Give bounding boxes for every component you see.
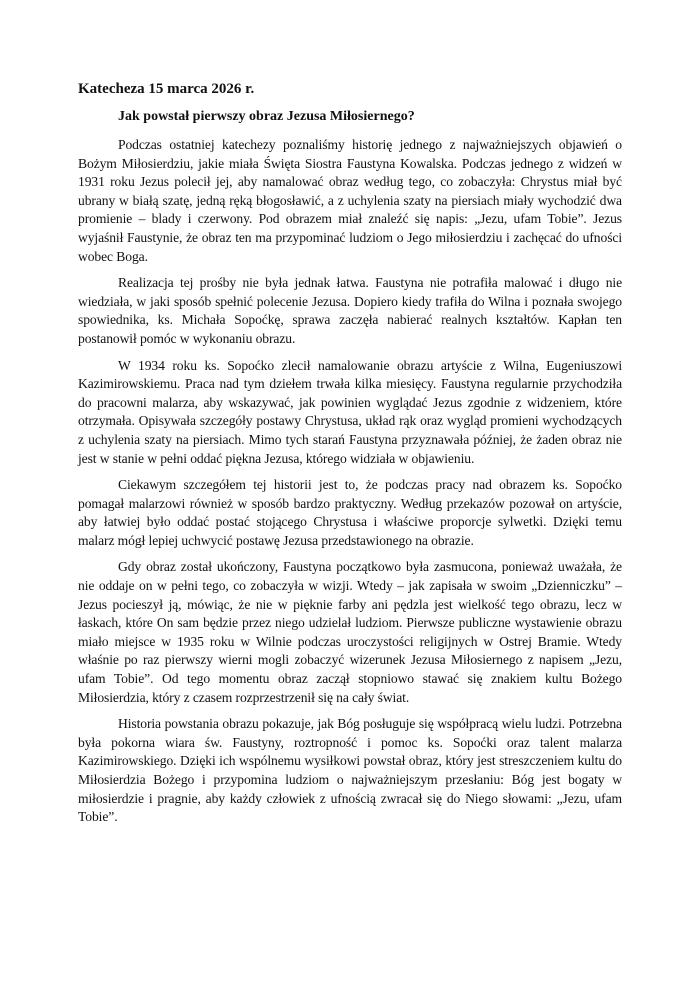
paragraph-4: Ciekawym szczegółem tej historii jest to, że podczas pracy nad obrazem ks. Sopoćko pomagał malarzowi również w sposób bardzo praktyczny. Według przekazów pozował on artyście, aby łatwiej było oddać postać stojącego Chrystusa i właściwe proporcje sylwetki. Dzięki temu malarz mógł lepiej uchwycić postawę Jezusa przedstawionego na obrazie. bbox=[78, 477, 622, 548]
paragraph-5: Gdy obraz został ukończony, Faustyna początkowo była zasmucona, ponieważ uważała, że nie oddaje on w pełni tego, co zobaczyła w wizji. Wtedy – jak zapisała w swoim „Dzienniczku” – Jezus pocieszył ją, mówiąc, że nie w pięknie farby ani pędzla jest wielkość tego obrazu, lecz w łaskach, które On sam będzie przez niego udzielał ludziom. Pierwsze publiczne wystawienie obrazu miało miejsce w 1935 roku w Wilnie podczas uroczystości religijnych w Ostrej Bramie. Wtedy właśnie po raz pierwszy wierni mogli zobaczyć wizerunek Jezusa Miłosiernego z napisem „Jezu, ufam Tobie”. Od tego momentu obraz zaczął stopniowo stawać się znakiem kultu Bożego Miłosierdzia, który z czasem rozprzestrzenił się na cały świat. bbox=[78, 559, 622, 705]
paragraph-1: Podczas ostatniej katechezy poznaliśmy historię jednego z najważniejszych objawień o Bożym Miłosierdziu, jakie miała Święta Siostra Faustyna Kowalska. Podczas jednego z widzeń w 1931 roku Jezus polecił jej, aby namalować obraz według tego, co zobaczyła: Chrystus miał być ubrany w białą szatę, jedną ręką błogosławić, a z uchylenia szaty na piersiach miały wychodzić dwa promienie – blady i czerwony. Pod obrazem miał znaleźć się napis: „Jezu, ufam Tobie”. Jezus wyjaśnił Faustynie, że obraz ten ma przypominać ludziom o Jego miłosierdziu i zachęcać do ufności wobec Boga. bbox=[78, 137, 622, 264]
document-title: Katecheza 15 marca 2026 r. bbox=[78, 81, 255, 97]
document-subtitle: Jak powstał pierwszy obraz Jezusa Miłosiernego? bbox=[118, 109, 415, 124]
paragraph-6: Historia powstania obrazu pokazuje, jak Bóg posługuje się współpracą wielu ludzi. Potrzebna była pokorna wiara św. Faustyny, roztropność i pomoc ks. Sopoćki oraz talent malarza Kazimirowskiego. Dzięki ich wspólnemu wysiłkowi powstał obraz, który jest streszczeniem kultu do Miłosierdzia Bożego i przypomina ludziom o najważniejszym przesłaniu: Bóg jest bogaty w miłosierdzie i pragnie, aby każdy człowiek z ufnością zwracał się do Niego słowami: „Jezu, ufam Tobie”. bbox=[78, 716, 622, 825]
paragraph-2: Realizacja tej prośby nie była jednak łatwa. Faustyna nie potrafiła malować i długo nie wiedziała, w jaki sposób spełnić polecenie Jezusa. Dopiero kiedy trafiła do Wilna i poznała swojego spowiednika, ks. Michała Sopoćkę, sprawa zaczęła nabierać realnych kształtów. Kapłan ten postanowił pomóc w wykonaniu obrazu. bbox=[78, 275, 622, 346]
paragraph-3: W 1934 roku ks. Sopoćko zlecił namalowanie obrazu artyście z Wilna, Eugeniuszowi Kazimirowskiemu. Praca nad tym dziełem trwała kilka miesięcy. Faustyna regularnie przychodziła do pracowni malarza, aby wskazywać, jak powinien wyglądać Jezus zgodnie z widzeniem, które otrzymała. Opisywała szczegóły postawy Chrystusa, układ rąk oraz wygląd promieni wychodzących z uchylenia szaty na piersiach. Mimo tych starań Faustyna przyznawała później, że żaden obraz nie jest w stanie w pełni oddać piękna Jezusa, którego widziała w objawieniu. bbox=[78, 357, 622, 466]
document-page bbox=[78, 80, 622, 835]
